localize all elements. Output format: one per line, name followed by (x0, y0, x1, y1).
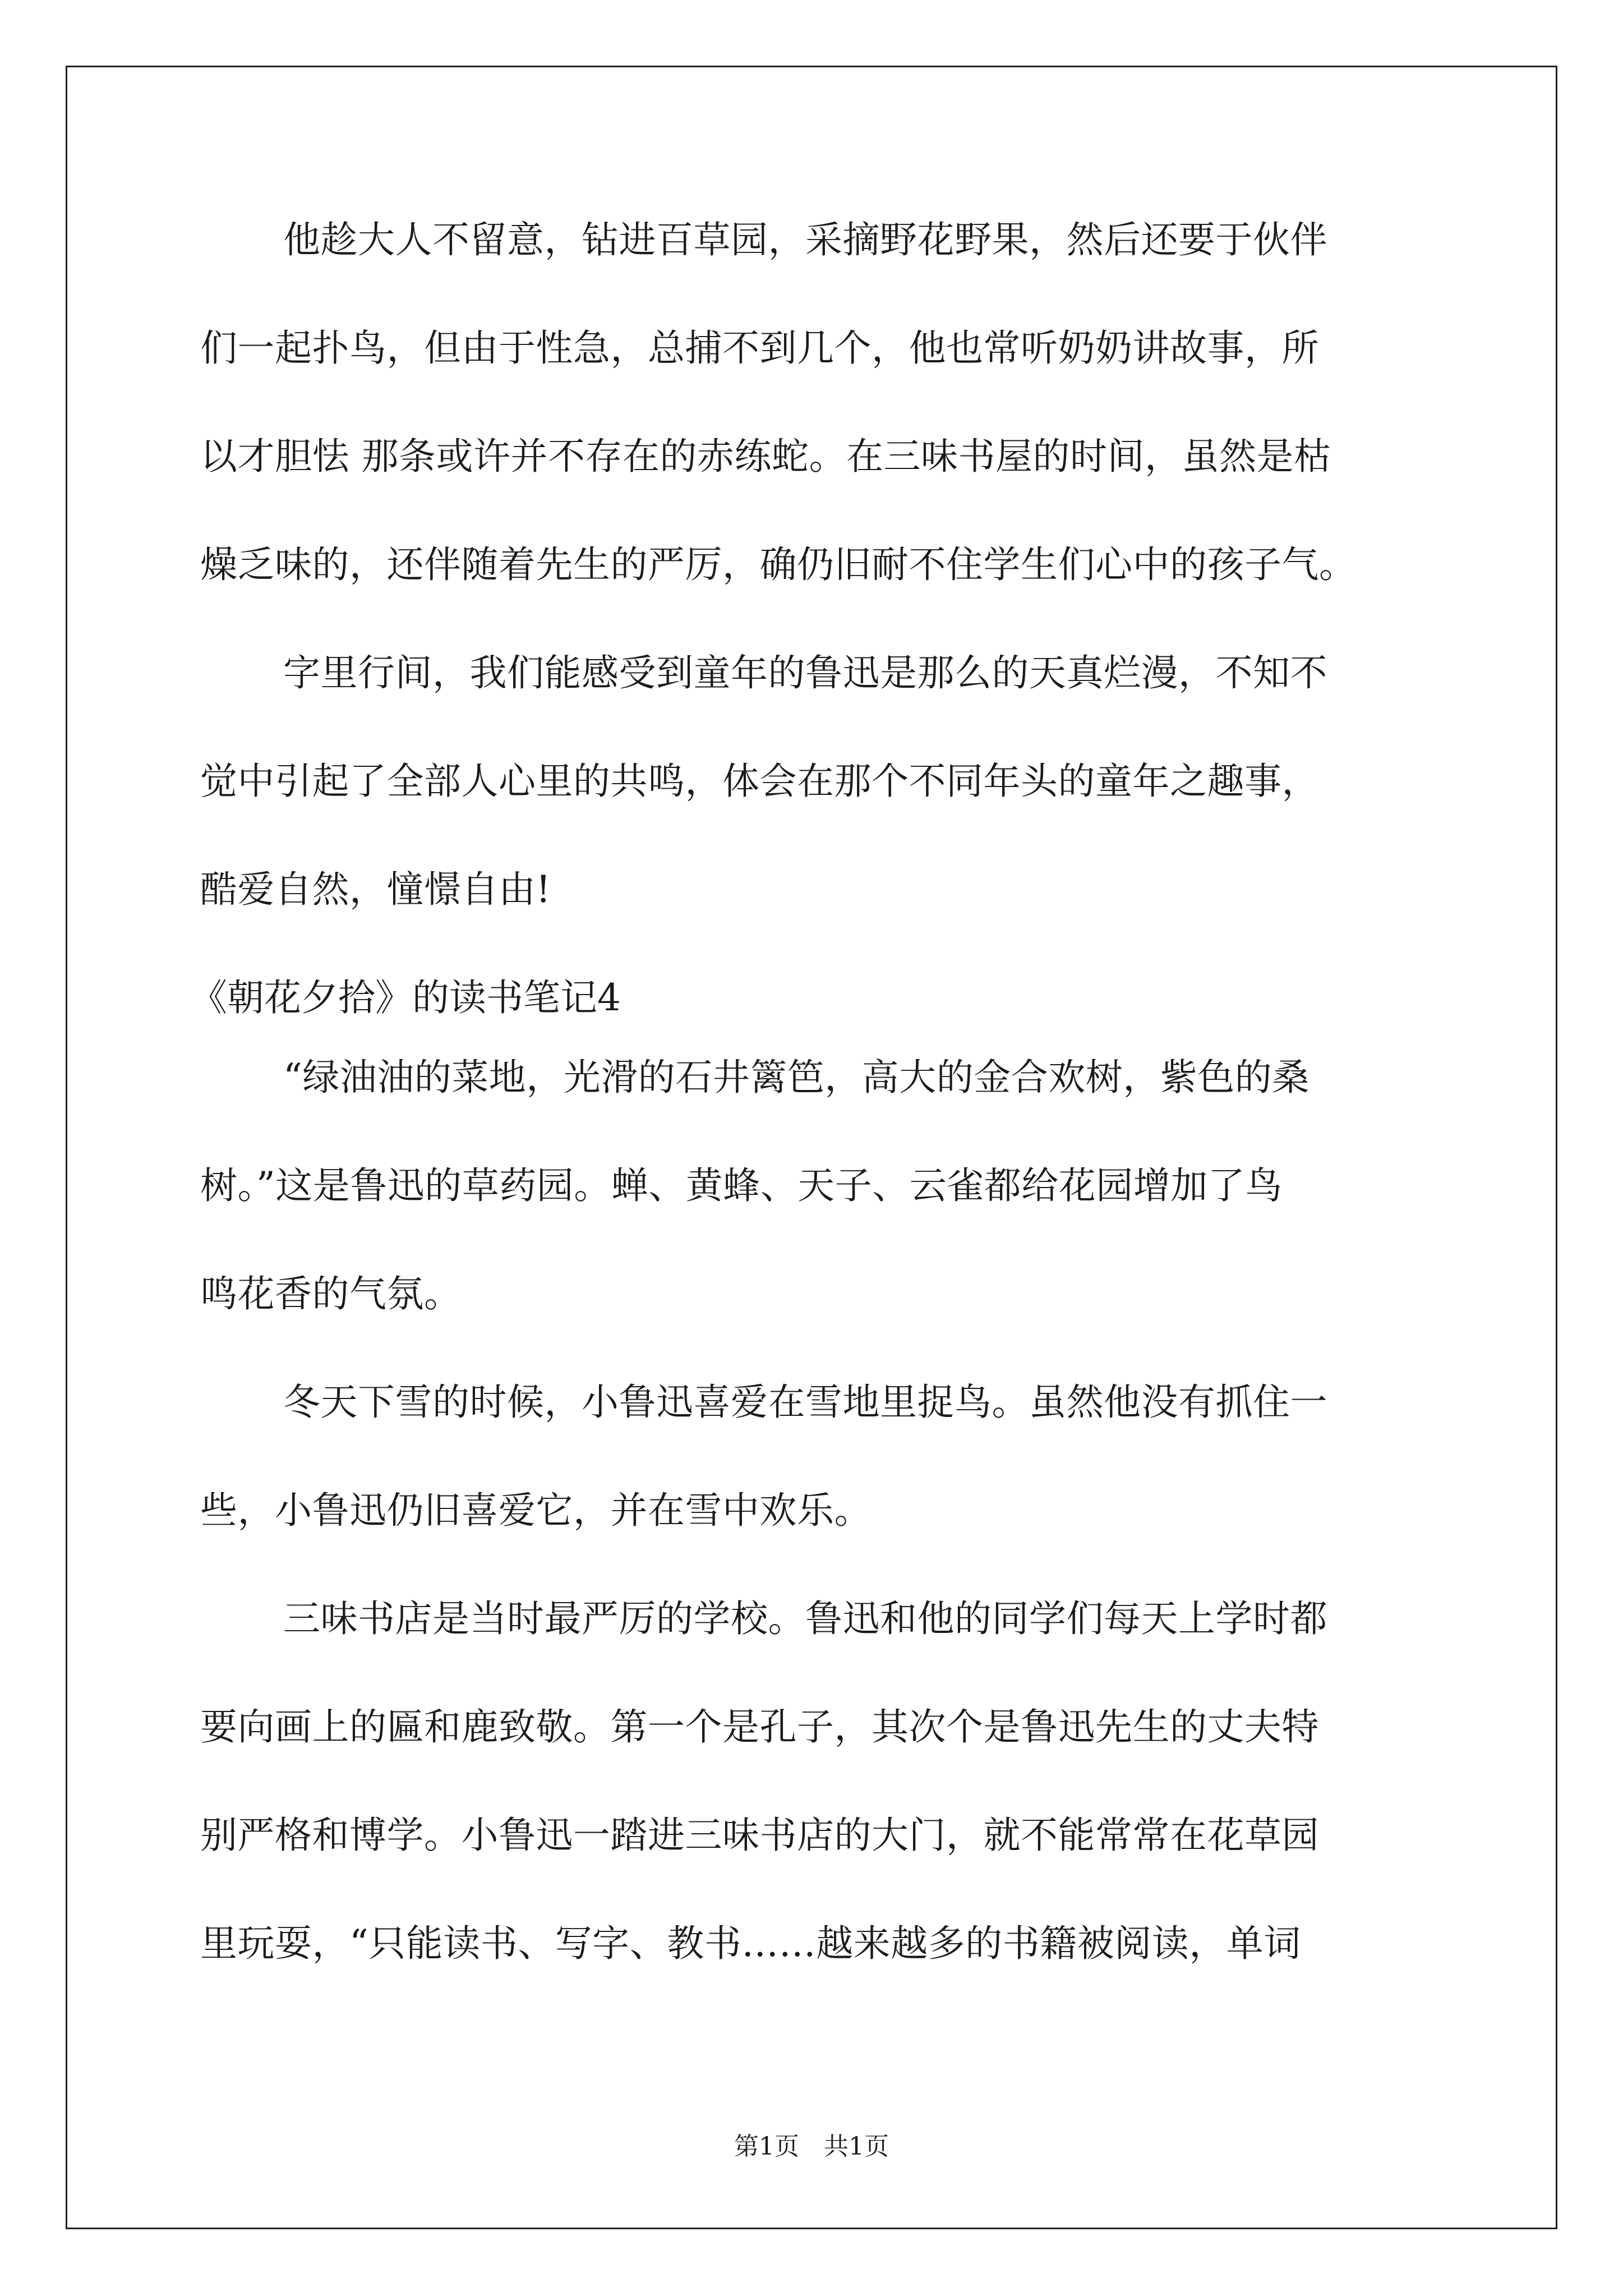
section-heading: 《朝花夕拾》的读书笔记4 (190, 976, 621, 1019)
paragraph-line: 以才胆怯 那条或许并不存在的赤练蛇。在三味书屋的时间，虽然是枯 (200, 435, 1331, 478)
page-number: 第1页 (734, 2132, 799, 2161)
paragraph-line: 们一起扑鸟，但由于性急，总捕不到几个，他也常听奶奶讲故事，所 (200, 326, 1319, 370)
paragraph-line: 字里行间，我们能感受到童年的鲁迅是那么的天真烂漫，不知不 (283, 651, 1327, 694)
document-body (190, 218, 1423, 2030)
paragraph-line: 别严格和博学。小鲁迅一踏进三味书店的大门，就不能常常在花草园 (200, 1814, 1319, 1857)
paragraph-line: 酷爱自然，憧憬自由! (200, 868, 551, 911)
paragraph-line: 些，小鲁迅仍旧喜爱它，并在雪中欢乐。 (200, 1489, 872, 1532)
page-footer (0, 2133, 1623, 2161)
paragraph-line: 觉中引起了全部人心里的共鸣，体会在那个不同年头的童年之趣事， (200, 760, 1319, 803)
paragraph-line: “绿油油的菜地，光滑的石井篱笆，高大的金合欢树，紫色的桑 (283, 1056, 1310, 1099)
paragraph-line: 鸣花香的气氛。 (200, 1272, 462, 1315)
page-total: 共1页 (824, 2132, 889, 2161)
paragraph-line: 要向画上的匾和鹿致敬。第一个是孔子，其次个是鲁迅先生的丈夫特 (200, 1705, 1319, 1749)
paragraph-line: 燥乏味的，还伴随着先生的严厉，确仍旧耐不住学生们心中的孩子气。 (200, 543, 1357, 586)
paragraph-line: 里玩耍，“只能读书、写字、教书……越来越多的书籍被阅读，单词 (200, 1922, 1301, 1965)
paragraph-line: 三味书店是当时最严厉的学校。鲁迅和他的同学们每天上学时都 (283, 1597, 1327, 1640)
paragraph-line: 他趁大人不留意，钻进百草园，采摘野花野果，然后还要于伙伴 (283, 218, 1327, 261)
paragraph-line: 树。”这是鲁迅的草药园。蝉、黄蜂、天子、云雀都给花园增加了鸟 (200, 1164, 1283, 1207)
paragraph-line: 冬天下雪的时候，小鲁迅喜爱在雪地里捉鸟。虽然他没有抓住一 (283, 1381, 1327, 1424)
